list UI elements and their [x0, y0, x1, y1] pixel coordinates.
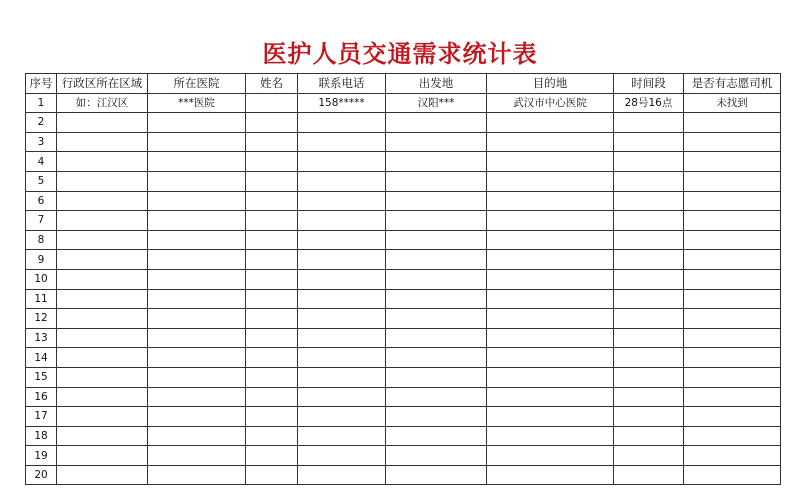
- cell-name[interactable]: [246, 152, 298, 172]
- cell-destination[interactable]: [487, 446, 614, 466]
- header-time: 时间段: [614, 74, 684, 94]
- cell-volunteer-driver[interactable]: [684, 367, 781, 387]
- cell-origin[interactable]: [386, 191, 487, 211]
- table-row: [26, 211, 781, 231]
- cell-index[interactable]: 1: [26, 93, 57, 113]
- cell-origin[interactable]: [386, 289, 487, 309]
- cell-destination[interactable]: [487, 407, 614, 427]
- cell-origin[interactable]: [386, 367, 487, 387]
- cell-origin[interactable]: [386, 250, 487, 270]
- cell-name[interactable]: [246, 211, 298, 231]
- cell-index[interactable]: 9: [26, 250, 57, 270]
- cell-district[interactable]: [57, 250, 148, 270]
- cell-index[interactable]: 16: [26, 387, 57, 407]
- cell-phone[interactable]: [298, 191, 386, 211]
- cell-hospital[interactable]: [148, 446, 246, 466]
- cell-name[interactable]: [246, 230, 298, 250]
- cell-time[interactable]: [614, 446, 684, 466]
- cell-volunteer-driver[interactable]: [684, 132, 781, 152]
- table-row: [26, 387, 781, 407]
- cell-phone[interactable]: [298, 250, 386, 270]
- cell-time[interactable]: [614, 289, 684, 309]
- cell-name[interactable]: [246, 446, 298, 466]
- cell-index[interactable]: 4: [26, 152, 57, 172]
- cell-hospital[interactable]: [148, 407, 246, 427]
- cell-time[interactable]: 28号16点: [614, 93, 684, 113]
- cell-name[interactable]: [246, 387, 298, 407]
- header-index: 序号: [26, 74, 57, 94]
- cell-time[interactable]: [614, 132, 684, 152]
- cell-origin[interactable]: [386, 387, 487, 407]
- table-row: [26, 171, 781, 191]
- cell-destination[interactable]: [487, 465, 614, 485]
- cell-time[interactable]: [614, 367, 684, 387]
- cell-hospital[interactable]: [148, 171, 246, 191]
- cell-hospital[interactable]: [148, 132, 246, 152]
- cell-name[interactable]: [246, 289, 298, 309]
- cell-district[interactable]: [57, 211, 148, 231]
- cell-index[interactable]: 3: [26, 132, 57, 152]
- cell-index[interactable]: 19: [26, 446, 57, 466]
- cell-phone[interactable]: [298, 289, 386, 309]
- cell-origin[interactable]: [386, 230, 487, 250]
- cell-hospital[interactable]: [148, 328, 246, 348]
- cell-origin[interactable]: [386, 132, 487, 152]
- cell-time[interactable]: [614, 171, 684, 191]
- cell-hospital[interactable]: [148, 289, 246, 309]
- cell-volunteer-driver[interactable]: [684, 407, 781, 427]
- cell-phone[interactable]: [298, 446, 386, 466]
- cell-destination[interactable]: [487, 289, 614, 309]
- cell-destination[interactable]: [487, 211, 614, 231]
- cell-volunteer-driver[interactable]: [684, 191, 781, 211]
- header-hospital: 所在医院: [148, 74, 246, 94]
- cell-time[interactable]: [614, 387, 684, 407]
- cell-hospital[interactable]: [148, 152, 246, 172]
- cell-destination[interactable]: [487, 328, 614, 348]
- cell-volunteer-driver[interactable]: [684, 387, 781, 407]
- table-row: [26, 328, 781, 348]
- cell-index[interactable]: 17: [26, 407, 57, 427]
- cell-time[interactable]: [614, 250, 684, 270]
- cell-phone[interactable]: [298, 348, 386, 368]
- cell-district[interactable]: [57, 465, 148, 485]
- cell-district[interactable]: [57, 446, 148, 466]
- cell-index[interactable]: 5: [26, 171, 57, 191]
- cell-phone[interactable]: [298, 309, 386, 329]
- cell-name[interactable]: [246, 250, 298, 270]
- cell-district[interactable]: [57, 387, 148, 407]
- cell-district[interactable]: [57, 132, 148, 152]
- cell-district[interactable]: [57, 113, 148, 133]
- cell-origin[interactable]: [386, 211, 487, 231]
- cell-volunteer-driver[interactable]: [684, 113, 781, 133]
- cell-index[interactable]: 13: [26, 328, 57, 348]
- cell-district[interactable]: [57, 348, 148, 368]
- cell-name[interactable]: [246, 348, 298, 368]
- cell-destination[interactable]: [487, 367, 614, 387]
- cell-phone[interactable]: [298, 171, 386, 191]
- cell-district[interactable]: [57, 367, 148, 387]
- cell-name[interactable]: [246, 191, 298, 211]
- cell-volunteer-driver[interactable]: [684, 426, 781, 446]
- page-title: 医护人员交通需求统计表: [262, 39, 538, 68]
- cell-volunteer-driver[interactable]: [684, 230, 781, 250]
- cell-time[interactable]: [614, 269, 684, 289]
- cell-hospital[interactable]: [148, 113, 246, 133]
- cell-origin[interactable]: [386, 348, 487, 368]
- cell-district[interactable]: [57, 309, 148, 329]
- cell-time[interactable]: [614, 309, 684, 329]
- cell-index[interactable]: 12: [26, 309, 57, 329]
- cell-destination[interactable]: [487, 230, 614, 250]
- cell-destination[interactable]: [487, 171, 614, 191]
- cell-name[interactable]: [246, 309, 298, 329]
- cell-origin[interactable]: [386, 171, 487, 191]
- cell-name[interactable]: [246, 132, 298, 152]
- cell-time[interactable]: [614, 211, 684, 231]
- cell-phone[interactable]: [298, 426, 386, 446]
- table-row: [26, 93, 781, 113]
- table-row: [26, 269, 781, 289]
- header-district: 行政区所在区域: [57, 74, 148, 94]
- cell-phone[interactable]: [298, 407, 386, 427]
- cell-district[interactable]: [57, 426, 148, 446]
- cell-time[interactable]: [614, 230, 684, 250]
- cell-time[interactable]: [614, 407, 684, 427]
- cell-phone[interactable]: 158*****: [298, 93, 386, 113]
- cell-name[interactable]: [246, 328, 298, 348]
- cell-time[interactable]: [614, 113, 684, 133]
- table-row: [26, 191, 781, 211]
- cell-phone[interactable]: [298, 367, 386, 387]
- cell-hospital[interactable]: [148, 426, 246, 446]
- cell-district[interactable]: [57, 407, 148, 427]
- cell-name[interactable]: [246, 367, 298, 387]
- cell-volunteer-driver[interactable]: [684, 465, 781, 485]
- cell-phone[interactable]: [298, 152, 386, 172]
- cell-origin[interactable]: [386, 446, 487, 466]
- cell-destination[interactable]: [487, 250, 614, 270]
- cell-destination[interactable]: [487, 387, 614, 407]
- cell-volunteer-driver[interactable]: [684, 289, 781, 309]
- cell-origin[interactable]: [386, 328, 487, 348]
- header-phone: 联系电话: [298, 74, 386, 94]
- cell-volunteer-driver[interactable]: [684, 309, 781, 329]
- cell-hospital[interactable]: [148, 230, 246, 250]
- cell-phone[interactable]: [298, 211, 386, 231]
- cell-index[interactable]: 20: [26, 465, 57, 485]
- cell-volunteer-driver[interactable]: [684, 446, 781, 466]
- cell-index[interactable]: 8: [26, 230, 57, 250]
- table-row: [26, 465, 781, 485]
- cell-district[interactable]: 如：江汉区: [57, 93, 148, 113]
- cell-time[interactable]: [614, 348, 684, 368]
- cell-origin[interactable]: [386, 309, 487, 329]
- cell-volunteer-driver[interactable]: [684, 211, 781, 231]
- cell-origin[interactable]: [386, 269, 487, 289]
- cell-district[interactable]: [57, 289, 148, 309]
- cell-hospital[interactable]: [148, 348, 246, 368]
- cell-hospital[interactable]: [148, 191, 246, 211]
- header-destination: 目的地: [487, 74, 614, 94]
- cell-volunteer-driver[interactable]: [684, 171, 781, 191]
- cell-phone[interactable]: [298, 230, 386, 250]
- cell-destination[interactable]: [487, 309, 614, 329]
- cell-origin[interactable]: [386, 407, 487, 427]
- cell-time[interactable]: [614, 152, 684, 172]
- cell-name[interactable]: [246, 171, 298, 191]
- table-row: [26, 250, 781, 270]
- cell-name[interactable]: [246, 93, 298, 113]
- header-volunteer-driver: 是否有志愿司机: [684, 74, 781, 94]
- cell-volunteer-driver[interactable]: [684, 328, 781, 348]
- cell-volunteer-driver[interactable]: [684, 152, 781, 172]
- cell-destination[interactable]: [487, 191, 614, 211]
- cell-hospital[interactable]: [148, 211, 246, 231]
- cell-volunteer-driver[interactable]: [684, 348, 781, 368]
- cell-origin[interactable]: 汉阳***: [386, 93, 487, 113]
- cell-destination[interactable]: [487, 269, 614, 289]
- header-name: 姓名: [246, 74, 298, 94]
- cell-name[interactable]: [246, 113, 298, 133]
- cell-destination[interactable]: [487, 426, 614, 446]
- cell-destination[interactable]: [487, 152, 614, 172]
- cell-hospital[interactable]: [148, 367, 246, 387]
- cell-phone[interactable]: [298, 465, 386, 485]
- cell-name[interactable]: [246, 465, 298, 485]
- cell-district[interactable]: [57, 230, 148, 250]
- cell-phone[interactable]: [298, 132, 386, 152]
- table-row: [26, 132, 781, 152]
- cell-hospital[interactable]: [148, 309, 246, 329]
- table-row: [26, 152, 781, 172]
- cell-name[interactable]: [246, 426, 298, 446]
- header-origin: 出发地: [386, 74, 487, 94]
- cell-hospital[interactable]: [148, 387, 246, 407]
- cell-time[interactable]: [614, 426, 684, 446]
- table-row: [26, 446, 781, 466]
- cell-index[interactable]: 18: [26, 426, 57, 446]
- cell-name[interactable]: [246, 407, 298, 427]
- cell-hospital[interactable]: ***医院: [148, 93, 246, 113]
- cell-origin[interactable]: [386, 426, 487, 446]
- cell-origin[interactable]: [386, 113, 487, 133]
- cell-district[interactable]: [57, 152, 148, 172]
- table-row: [26, 367, 781, 387]
- cell-origin[interactable]: [386, 152, 487, 172]
- cell-index[interactable]: 7: [26, 211, 57, 231]
- cell-hospital[interactable]: [148, 250, 246, 270]
- cell-index[interactable]: 15: [26, 367, 57, 387]
- table-row: [26, 230, 781, 250]
- table-row: [26, 407, 781, 427]
- cell-volunteer-driver[interactable]: [684, 250, 781, 270]
- cell-index[interactable]: 10: [26, 269, 57, 289]
- cell-index[interactable]: 2: [26, 113, 57, 133]
- table-row: [26, 426, 781, 446]
- table-row: [26, 289, 781, 309]
- cell-phone[interactable]: [298, 269, 386, 289]
- cell-phone[interactable]: [298, 328, 386, 348]
- cell-index[interactable]: 11: [26, 289, 57, 309]
- cell-index[interactable]: 14: [26, 348, 57, 368]
- cell-origin[interactable]: [386, 465, 487, 485]
- cell-time[interactable]: [614, 191, 684, 211]
- table-row: [26, 348, 781, 368]
- table-row: [26, 113, 781, 133]
- table-header-row: [26, 74, 781, 94]
- cell-destination[interactable]: [487, 113, 614, 133]
- cell-volunteer-driver[interactable]: 未找到: [684, 93, 781, 113]
- cell-volunteer-driver[interactable]: [684, 269, 781, 289]
- statistics-table: [25, 73, 781, 485]
- cell-phone[interactable]: [298, 113, 386, 133]
- table-row: [26, 309, 781, 329]
- cell-district[interactable]: [57, 171, 148, 191]
- cell-phone[interactable]: [298, 387, 386, 407]
- cell-hospital[interactable]: [148, 269, 246, 289]
- cell-district[interactable]: [57, 269, 148, 289]
- cell-name[interactable]: [246, 269, 298, 289]
- cell-hospital[interactable]: [148, 465, 246, 485]
- cell-index[interactable]: 6: [26, 191, 57, 211]
- cell-destination[interactable]: [487, 348, 614, 368]
- cell-time[interactable]: [614, 465, 684, 485]
- cell-district[interactable]: [57, 328, 148, 348]
- cell-district[interactable]: [57, 191, 148, 211]
- cell-destination[interactable]: 武汉市中心医院: [487, 93, 614, 113]
- cell-time[interactable]: [614, 328, 684, 348]
- cell-destination[interactable]: [487, 132, 614, 152]
